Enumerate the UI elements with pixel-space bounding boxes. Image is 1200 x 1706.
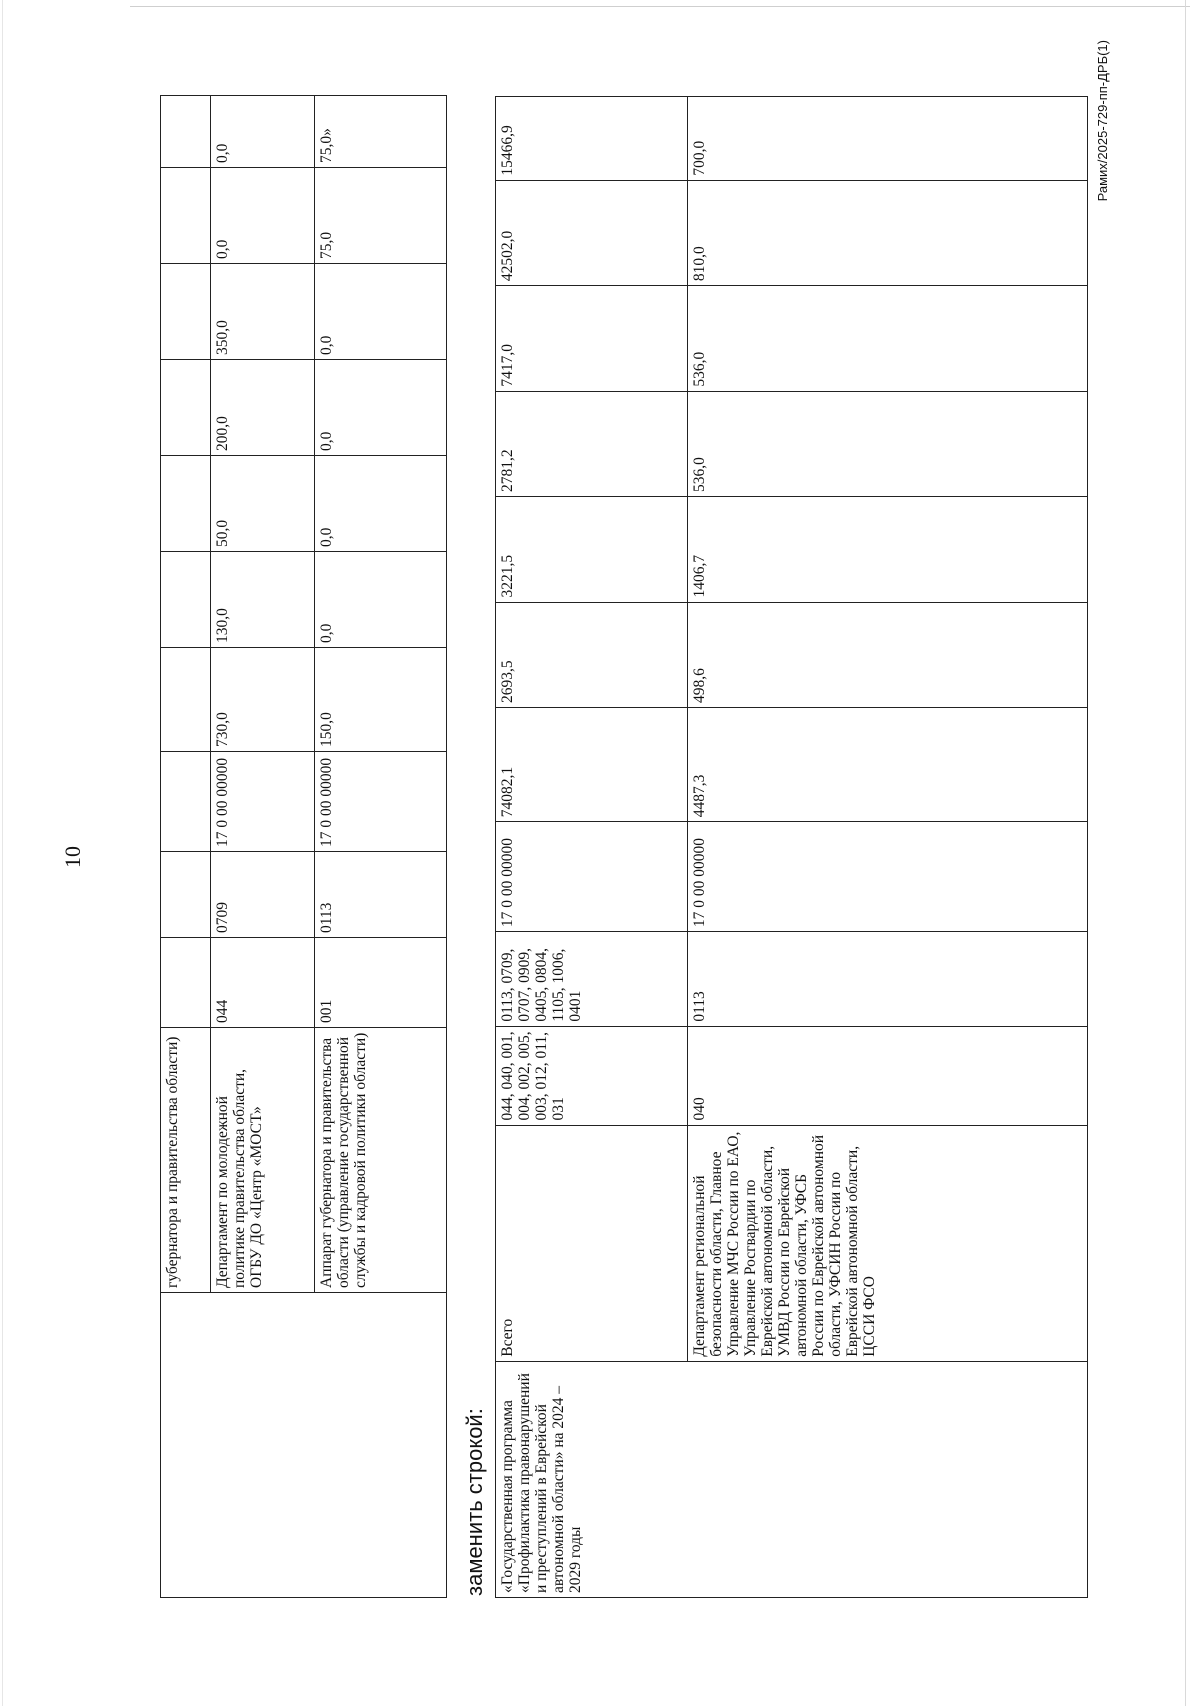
table-continuation — [160, 95, 447, 1598]
executor-cell: Аппарат губернатора и правительства области (управление государственной службы и кадровой политики области) — [315, 1028, 447, 1293]
value-cell: 2693,5 — [496, 602, 688, 707]
value-cell: 3221,5 — [496, 497, 688, 602]
replace-label: заменить строкой: — [462, 1408, 487, 1596]
value-cell — [161, 264, 211, 360]
value-cell: 0,0 — [315, 264, 447, 360]
rz-pr-cell — [161, 852, 211, 938]
value-cell: 2781,2 — [496, 391, 688, 496]
grbs-cell: 044 — [211, 938, 315, 1028]
value-cell: 1406,7 — [688, 497, 1088, 602]
value-cell — [161, 168, 211, 264]
csr-cell — [161, 752, 211, 852]
value-cell: 0,0 — [315, 360, 447, 456]
executor-cell: губернатора и правительства области) — [161, 1028, 211, 1293]
value-cell: 130,0 — [211, 552, 315, 648]
csr-cell: 17 0 00 00000 — [688, 822, 1088, 932]
value-cell: 498,6 — [688, 602, 1088, 707]
value-cell: 74082,1 — [496, 708, 688, 822]
scan-edge-top — [130, 6, 1190, 7]
scan-edge-left — [2, 0, 3, 1706]
value-cell: 75,0 — [315, 168, 447, 264]
value-cell: 700,0 — [688, 97, 1088, 181]
value-cell — [161, 456, 211, 552]
value-cell: 350,0 — [211, 264, 315, 360]
executor-cell: Департамент региональной безопасности области, Главное Управление МЧС России по ЕАО, Управление Росгвардии по Еврейской автономной области, УМВД России по Еврейской автономной области, УФСБ России по Еврейской автономной области, УФСИН России по Еврейской автономной области, ЦССИ ФСО — [688, 1125, 1088, 1361]
executor-cell: Всего — [496, 1125, 688, 1361]
program-cell: «Государственная программа «Профилактика правонарушений и преступлений в Еврейской автономной области» на 2024 – 2029 годы — [496, 1361, 1088, 1597]
csr-cell: 17 0 00 00000 — [315, 752, 447, 852]
document-code: Рамих/2025-729-пп-ДРБ(1) — [1095, 40, 1110, 202]
value-cell — [161, 360, 211, 456]
scan-edge-right — [1185, 0, 1186, 1706]
rz-pr-cell: 0113 — [688, 932, 1088, 1026]
rz-pr-cell: 0709 — [211, 852, 315, 938]
csr-cell: 17 0 00 00000 — [211, 752, 315, 852]
value-cell: 0,0 — [211, 168, 315, 264]
table-row — [161, 96, 211, 1598]
page-number: 10 — [60, 846, 85, 868]
rotated-page — [60, 40, 1120, 1598]
table-replacement — [495, 96, 1088, 1598]
value-cell: 200,0 — [211, 360, 315, 456]
value-cell: 150,0 — [315, 648, 447, 752]
rz-pr-cell: 0113 — [315, 852, 447, 938]
grbs-cell: 001 — [315, 938, 447, 1028]
value-cell — [161, 552, 211, 648]
grbs-cell: 040 — [688, 1026, 1088, 1125]
value-cell: 75,0» — [315, 96, 447, 168]
value-cell — [161, 648, 211, 752]
value-cell: 0,0 — [315, 552, 447, 648]
program-cell — [161, 1293, 447, 1598]
value-cell: 42502,0 — [496, 180, 688, 285]
value-cell: 730,0 — [211, 648, 315, 752]
value-cell: 50,0 — [211, 456, 315, 552]
value-cell: 536,0 — [688, 391, 1088, 496]
value-cell: 4487,3 — [688, 708, 1088, 822]
value-cell: 15466,9 — [496, 97, 688, 181]
value-cell: 536,0 — [688, 286, 1088, 391]
value-cell: 7417,0 — [496, 286, 688, 391]
value-cell: 810,0 — [688, 180, 1088, 285]
table-row — [496, 97, 688, 1598]
value-cell: 0,0 — [211, 96, 315, 168]
value-cell: 0,0 — [315, 456, 447, 552]
grbs-cell — [161, 938, 211, 1028]
csr-cell: 17 0 00 00000 — [496, 822, 688, 932]
rz-pr-cell: 0113, 0709, 0707, 0909, 0405, 0804, 1105, 1006, 0401 — [496, 932, 688, 1026]
grbs-cell: 044, 040, 001, 004, 002, 005, 003, 012, 011, 031 — [496, 1026, 688, 1125]
executor-cell: Департамент по молодежной политике правительства области, ОГБУ ДО «Центр «МОСТ» — [211, 1028, 315, 1293]
value-cell — [161, 96, 211, 168]
